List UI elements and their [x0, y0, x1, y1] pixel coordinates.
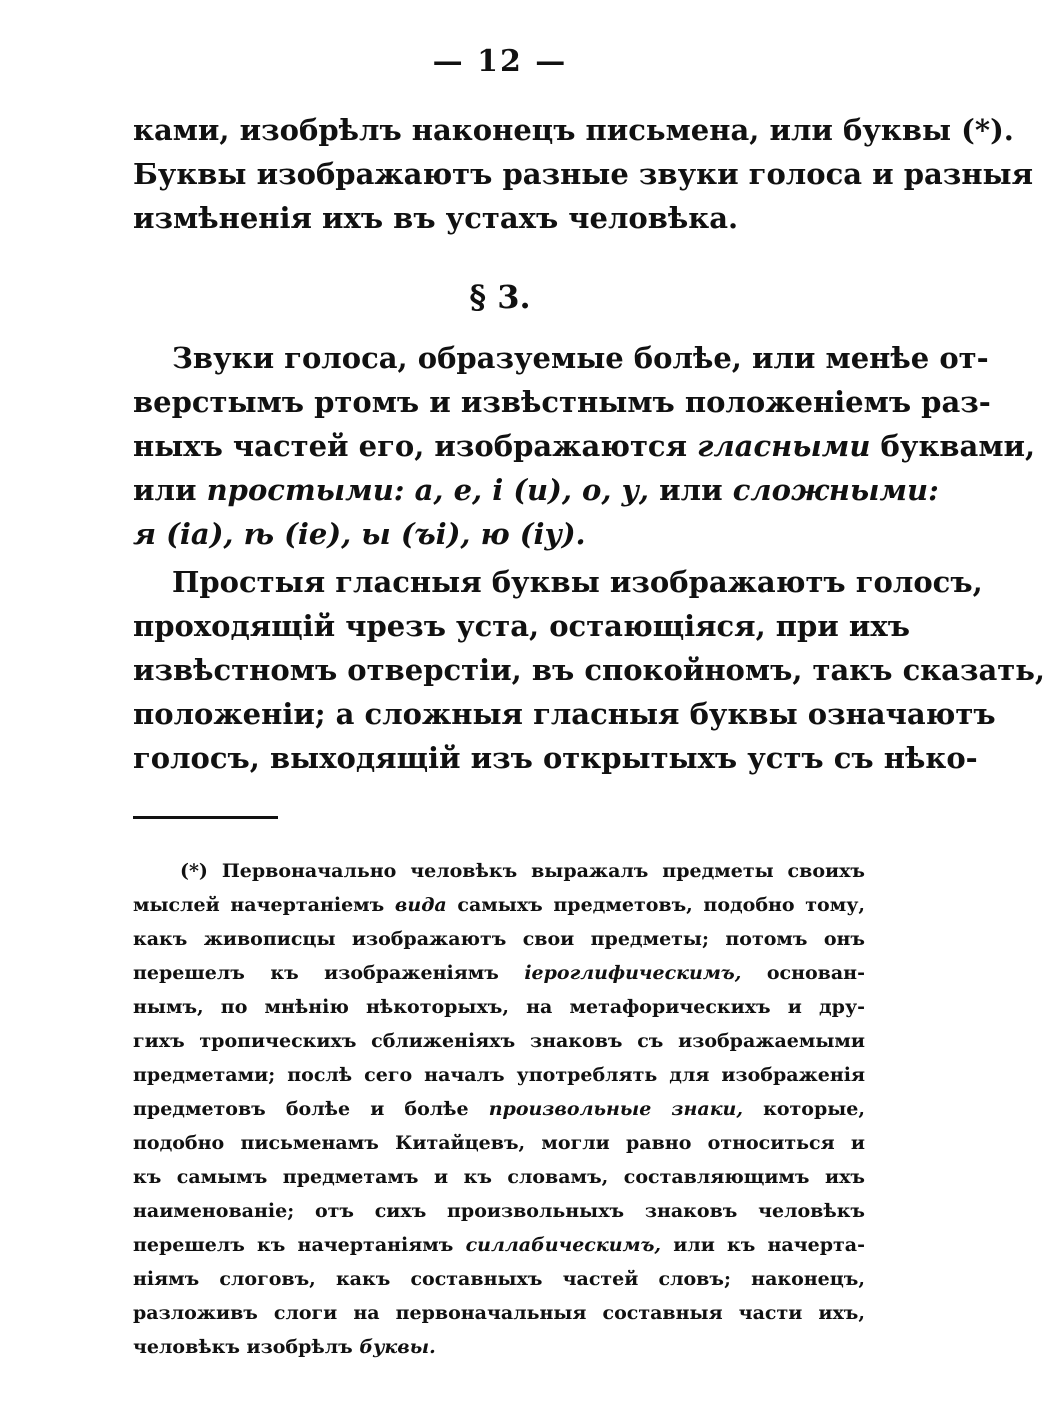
footnote-line: какъ живописцы изображаютъ свои предметы; потомъ онъ — [133, 928, 865, 950]
italic-term: силлабическимъ, — [465, 1234, 662, 1256]
italic-term: буквы. — [359, 1336, 436, 1358]
text-line — [133, 424, 1036, 468]
footnote-divider — [133, 816, 278, 819]
text-span: которые, — [763, 1098, 865, 1120]
italic-term: я (іа), ѣ (іе), ы (ъі), ю (іу). — [133, 517, 586, 551]
footnote-line: наименованіе; отъ сихъ произвольныхъ знаковъ человѣкъ — [133, 1200, 865, 1222]
text-line — [133, 468, 939, 512]
footnote-line: разложивъ слоги на первоначальныя составныя части ихъ, — [133, 1302, 865, 1324]
text-line: голосъ, выходящій изъ открытыхъ устъ съ нѣко- — [133, 741, 978, 775]
footnote-line — [133, 957, 865, 989]
text-span: человѣкъ изобрѣлъ — [133, 1336, 353, 1358]
italic-term: вида — [394, 894, 447, 916]
text-line: измѣненія ихъ въ устахъ человѣка. — [133, 201, 739, 235]
footnote-line: къ самымъ предметамъ и къ словамъ, составляющимъ ихъ — [133, 1166, 865, 1188]
italic-term: гласными — [697, 429, 871, 463]
section-heading: § 3. — [469, 278, 531, 316]
page-number: — 12 — — [432, 44, 568, 79]
text-span: предметовъ болѣе и болѣе — [133, 1098, 469, 1120]
footnote-line — [133, 1093, 865, 1125]
text-span: или къ начерта- — [673, 1234, 865, 1256]
text-line: Простыя гласныя буквы изображаютъ голосъ, — [172, 565, 983, 599]
text-span: перешелъ къ изображеніямъ — [133, 962, 499, 984]
footnote-line: ніямъ слоговъ, какъ составныхъ частей словъ; наконецъ, — [133, 1268, 865, 1290]
footnote-line — [133, 889, 865, 921]
text-span: мыслей начертаніемъ — [133, 894, 385, 916]
text-span: самыхъ предметовъ, подобно тому, — [457, 894, 865, 916]
text-line: ками, изобрѣлъ наконецъ письмена, или буквы (*). — [133, 113, 1014, 147]
footnote-line: гихъ тропическихъ сближеніяхъ знаковъ съ изображаемыми — [133, 1030, 865, 1052]
text-line: положеніи; а сложныя гласныя буквы означаютъ — [133, 697, 996, 731]
footnote-line — [133, 1229, 865, 1261]
italic-term: произвольные знаки, — [488, 1098, 743, 1120]
text-line: Буквы изображаютъ разные звуки голоса и разныя — [133, 157, 1034, 191]
italic-term: сложными: — [732, 473, 939, 507]
text-span: или — [133, 473, 197, 507]
footnote-line: подобно письменамъ Китайцевъ, могли равно относиться и — [133, 1132, 865, 1154]
text-span: основан- — [766, 962, 865, 984]
footnote-line: предметами; послѣ сего началъ употреблять для изображенія — [133, 1064, 865, 1086]
text-line: верстымъ ртомъ и извѣстнымъ положеніемъ раз- — [133, 385, 991, 419]
text-line: Звуки голоса, образуемые болѣе, или менѣе от- — [172, 341, 989, 375]
text-span: буквами, — [880, 429, 1036, 463]
text-line — [133, 512, 865, 556]
footnote-line: (*) Первоначально человѣкъ выражалъ предметы своихъ — [180, 860, 865, 882]
italic-term: іероглифическимъ, — [524, 962, 742, 984]
italic-term: простыми: а, е, і (и), о, у, — [206, 473, 650, 507]
text-line: извѣстномъ отверстіи, въ спокойномъ, такъ сказать, — [133, 653, 1045, 687]
text-span: ныхъ частей его, изображаются — [133, 429, 688, 463]
text-span: или — [659, 473, 723, 507]
footnote-line: нымъ, по мнѣнію нѣкоторыхъ, на метафорическихъ и дру- — [133, 996, 865, 1018]
text-line: проходящій чрезъ уста, остающіяся, при ихъ — [133, 609, 910, 643]
text-span: перешелъ къ начертаніямъ — [133, 1234, 454, 1256]
footnote-line — [133, 1331, 865, 1363]
